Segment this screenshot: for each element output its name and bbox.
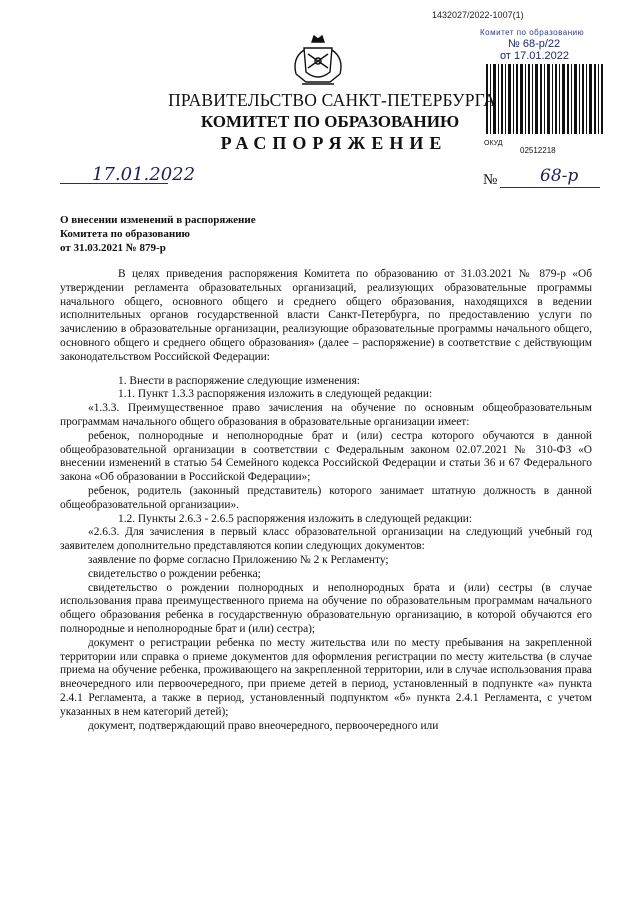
body-paragraph: «1.3.3. Преимущественное право зачисления на обучение по основным общеобразовательным программам начального общего образования в образовательные организации имеет: xyxy=(60,402,592,428)
body-paragraph: заявление по форме согласно Приложению № 2 к Регламенту; xyxy=(88,553,389,566)
okud-code: 02512218 xyxy=(520,146,556,155)
document-type-title: РАСПОРЯЖЕНИЕ xyxy=(220,133,448,153)
coat-of-arms-icon xyxy=(286,34,350,90)
registration-stamp-number: № 68-р/22 xyxy=(508,38,561,50)
subject-line: О внесении изменений в распоряжение xyxy=(60,214,256,226)
body-paragraph: свидетельство о рождении ребенка; xyxy=(88,567,261,580)
body-paragraph: свидетельство о рождении полнородных и неполнородных брата и (или) сестры (в случае использования права преимущественного приема на обучение по образовательным программам начального общего образования ребенка в государственную образовательную организацию, в которой обучаются его полнородные и неполнородные брат и (или) сестра); xyxy=(60,581,592,635)
body-paragraph: ребенок, родитель (законный представитель) которого занимает штатную должность в данной общеобразовательной организации». xyxy=(60,484,592,511)
registration-number: 1432027/2022-1007(1) xyxy=(432,10,524,20)
body-paragraph: документ, подтверждающий право внеочередного, первоочередного или xyxy=(88,719,439,732)
document-body xyxy=(60,268,592,733)
body-paragraph: ребенок, полнородные и неполнородные брат и (или) сестра которого обучаются в данной общеобразовательной организации в соответствии с Федеральным законом 02.07.2021 № 310-ФЗ «О внесении изменений в статью 54 Семейного кодекса Российской Федерации и статьи 36 и 67 Федерального закона «Об образовании в Российской Федерации»; xyxy=(60,429,592,484)
body-paragraph: документ о регистрации ребенка по месту жительства или по месту пребывания на закрепленной территории или справка о приеме документов для оформления регистрации по месту жительства (в случае приема на обучение ребенка, проживающего на закрепленной территории, или в случае использования права внеочередного или первоочередного, при приеме детей в период, установленный в подпункте «а» пункта 2.4.1 Регламента, а также в период, установленный подпунктом «б» пункта 2.4.1 Регламента, с учетом указанных в нем категорий детей); xyxy=(60,636,592,718)
registration-stamp-date: от 17.01.2022 xyxy=(500,50,570,62)
subject-line: Комитета по образованию xyxy=(60,228,190,240)
okud-label: ОКУД xyxy=(484,140,503,147)
handwritten-date: 17.01.2022 xyxy=(92,164,196,185)
body-paragraph: В целях приведения распоряжения Комитета по образованию от 31.03.2021 № 879-р «Об утверждении регламента образовательных организаций, реализующих образовательные программы начального общего, основного общего и среднего общего образования, находящихся в ведении исполнительных органов государственной власти Санкт-Петербурга, по предоставлению услуги по зачислению в образовательные организации, реализующие образовательные программы начального общего, основного общего и среднего общего образования» (далее – распоряжение) в соответствие с действующим законодательством Российской Федерации: xyxy=(60,268,592,363)
body-paragraph: 1.1. Пункт 1.3.3 распоряжения изложить в следующей редакции: xyxy=(118,388,433,401)
handwritten-number: 68-р xyxy=(540,166,579,186)
date-underline xyxy=(60,183,168,184)
subject-line: от 31.03.2021 № 879-р xyxy=(60,242,166,254)
committee-title: КОМИТЕТ ПО ОБРАЗОВАНИЮ xyxy=(200,112,460,131)
body-paragraph: 1.2. Пункты 2.6.3 - 2.6.5 распоряжения изложить в следующей редакции: xyxy=(118,512,473,525)
document-subject xyxy=(60,213,256,255)
number-underline xyxy=(500,187,600,188)
government-title: ПРАВИТЕЛЬСТВО САНКТ-ПЕТЕРБУРГА xyxy=(168,90,496,110)
body-paragraph: 1. Внести в распоряжение следующие изменения: xyxy=(118,374,360,387)
number-label: № xyxy=(483,172,498,188)
registration-stamp-header: Комитет по образованию xyxy=(480,28,585,37)
body-paragraph: «2.6.3. Для зачисления в первый класс образовательной организации на следующий учебный год заявителем дополнительно представляются копии следующих документов: xyxy=(60,526,592,553)
